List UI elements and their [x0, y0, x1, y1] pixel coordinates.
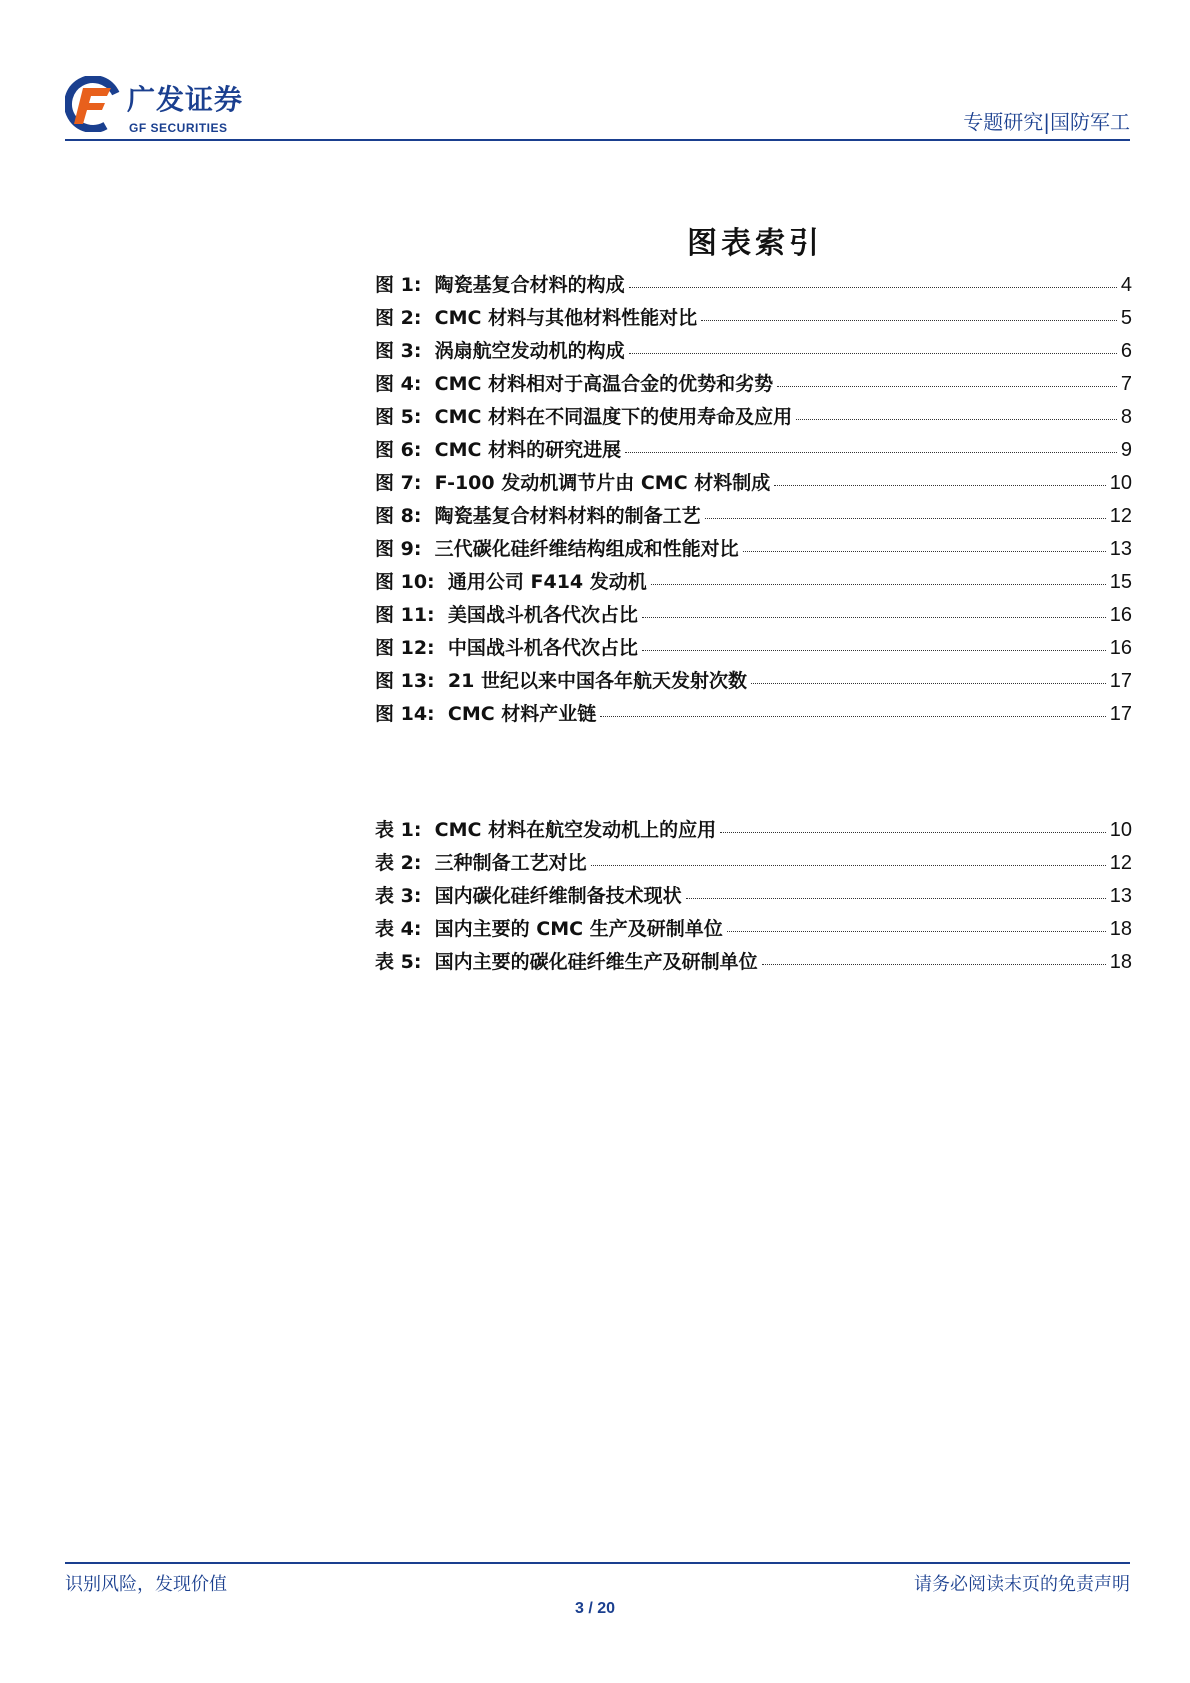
table-entry-page: 10: [1109, 819, 1132, 841]
table-entry-number: 表 3:: [375, 885, 422, 907]
page-number: 3 / 20: [574, 1600, 616, 1617]
table-entry-number: 表 1:: [375, 819, 422, 841]
figure-index: [375, 270, 1132, 732]
figure-entry-label: [375, 336, 625, 363]
figure-entry-title: CMC 材料在不同温度下的使用寿命及应用: [434, 406, 793, 428]
dot-leader: [686, 897, 1106, 899]
figure-entry-page: 5: [1120, 307, 1132, 329]
table-entry-label: [375, 815, 716, 842]
table-entry-number: 表 4:: [375, 918, 422, 940]
dot-leader: [651, 583, 1106, 585]
figure-entry-label: [375, 534, 739, 561]
figure-entry-title: CMC 材料产业链: [447, 703, 597, 725]
figure-entry-title: CMC 材料与其他材料性能对比: [434, 307, 698, 329]
figure-entry[interactable]: [375, 633, 1132, 666]
dot-leader: [774, 484, 1105, 486]
figure-entry[interactable]: [375, 600, 1132, 633]
dot-leader: [727, 930, 1106, 932]
page-header: [65, 70, 1130, 140]
page-title: 图表索引: [687, 226, 823, 261]
figure-entry-label: [375, 600, 638, 627]
figure-entry-page: 17: [1109, 670, 1132, 692]
figure-entry-label: [375, 501, 701, 528]
table-index: [375, 815, 1132, 980]
figure-entry[interactable]: [375, 270, 1132, 303]
figure-entry-title: 陶瓷基复合材料的构成: [434, 274, 625, 296]
table-entry-label: [375, 881, 682, 908]
table-entry[interactable]: [375, 815, 1132, 848]
figure-entry-number: 图 7:: [375, 472, 422, 494]
dot-leader: [591, 864, 1106, 866]
table-entry-title: CMC 材料在航空发动机上的应用: [434, 819, 717, 841]
footer-divider: [65, 1562, 1130, 1564]
table-entry-page: 18: [1109, 951, 1132, 973]
figure-entry-number: 图 3:: [375, 340, 422, 362]
table-entry-page: 12: [1109, 852, 1132, 874]
figure-entry[interactable]: [375, 336, 1132, 369]
figure-entry-number: 图 1:: [375, 274, 422, 296]
figure-entry-title: 21 世纪以来中国各年航天发射次数: [447, 670, 747, 692]
table-entry[interactable]: [375, 914, 1132, 947]
figure-entry-page: 15: [1109, 571, 1132, 593]
header-divider: [65, 139, 1130, 141]
figure-entry-page: 16: [1109, 637, 1132, 659]
table-entry-title: 国内主要的碳化硅纤维生产及研制单位: [434, 951, 758, 973]
figure-entry-number: 图 10:: [375, 571, 435, 593]
dot-leader: [642, 649, 1106, 651]
table-entry[interactable]: [375, 848, 1132, 881]
figure-entry-number: 图 4:: [375, 373, 422, 395]
table-entry[interactable]: [375, 881, 1132, 914]
logo-en-text: GF SECURITIES: [129, 121, 228, 135]
figure-entry-page: 10: [1109, 472, 1132, 494]
dot-leader: [777, 385, 1117, 387]
figure-entry-page: 8: [1120, 406, 1132, 428]
figure-entry-number: 图 13:: [375, 670, 435, 692]
company-logo: [65, 76, 265, 136]
footer-disclaimer: 请务必阅读末页的免责声明: [914, 1574, 1130, 1595]
figure-entry-number: 图 6:: [375, 439, 422, 461]
figure-entry-page: 16: [1109, 604, 1132, 626]
figure-entry-title: CMC 材料的研究进展: [434, 439, 622, 461]
figure-entry-title: 通用公司 F414 发动机: [447, 571, 647, 593]
table-entry[interactable]: [375, 947, 1132, 980]
figure-entry-title: 中国战斗机各代次占比: [447, 637, 638, 659]
figure-entry-page: 17: [1109, 703, 1132, 725]
figure-entry-label: [375, 270, 625, 297]
figure-entry-number: 图 2:: [375, 307, 422, 329]
figure-entry-title: 陶瓷基复合材料材料的制备工艺: [434, 505, 701, 527]
table-entry-label: [375, 947, 758, 974]
dot-leader: [762, 963, 1106, 965]
figure-entry-page: 6: [1120, 340, 1132, 362]
figure-entry[interactable]: [375, 567, 1132, 600]
figure-entry[interactable]: [375, 468, 1132, 501]
dot-leader: [751, 682, 1106, 684]
figure-entry-number: 图 5:: [375, 406, 422, 428]
table-entry-title: 三种制备工艺对比: [434, 852, 587, 874]
figure-entry[interactable]: [375, 666, 1132, 699]
gf-logo-icon: [65, 76, 121, 132]
figure-entry-label: [375, 402, 792, 429]
figure-entry-label: [375, 567, 647, 594]
figure-entry-label: [375, 468, 770, 495]
figure-entry-title: 三代碳化硅纤维结构组成和性能对比: [434, 538, 739, 560]
figure-entry-page: 4: [1120, 274, 1132, 296]
figure-entry-label: [375, 303, 697, 330]
dot-leader: [796, 418, 1117, 420]
figure-entry[interactable]: [375, 369, 1132, 402]
figure-entry-page: 9: [1120, 439, 1132, 461]
table-entry-page: 18: [1109, 918, 1132, 940]
figure-entry-page: 13: [1109, 538, 1132, 560]
footer-slogan: 识别风险，发现价值: [65, 1574, 227, 1595]
dot-leader: [720, 831, 1106, 833]
figure-entry-label: [375, 666, 747, 693]
figure-entry-title: 美国战斗机各代次占比: [447, 604, 638, 626]
figure-entry-title: 涡扇航空发动机的构成: [434, 340, 625, 362]
figure-entry-label: [375, 699, 596, 726]
dot-leader: [625, 451, 1117, 453]
figure-entry[interactable]: [375, 501, 1132, 534]
figure-entry[interactable]: [375, 534, 1132, 567]
figure-entry-number: 图 9:: [375, 538, 422, 560]
dot-leader: [642, 616, 1106, 618]
table-entry-title: 国内碳化硅纤维制备技术现状: [434, 885, 682, 907]
figure-entry[interactable]: [375, 303, 1132, 336]
figure-entry-label: [375, 435, 621, 462]
figure-entry-page: 7: [1120, 373, 1132, 395]
table-entry-page: 13: [1109, 885, 1132, 907]
table-entry-number: 表 2:: [375, 852, 422, 874]
table-entry-label: [375, 848, 587, 875]
figure-entry[interactable]: [375, 402, 1132, 435]
logo-cn-text: 广发证券: [127, 83, 244, 116]
figure-entry[interactable]: [375, 435, 1132, 468]
figure-entry-number: 图 8:: [375, 505, 422, 527]
dot-leader: [629, 286, 1117, 288]
section-label: 专题研究|国防军工: [963, 110, 1130, 134]
dot-leader: [701, 319, 1117, 321]
figure-entry-number: 图 12:: [375, 637, 435, 659]
figure-entry-label: [375, 633, 638, 660]
dot-leader: [629, 352, 1117, 354]
dot-leader: [743, 550, 1106, 552]
figure-entry-title: CMC 材料相对于高温合金的优势和劣势: [434, 373, 774, 395]
figure-entry-title: F-100 发动机调节片由 CMC 材料制成: [434, 472, 771, 494]
figure-entry[interactable]: [375, 699, 1132, 732]
figure-entry-number: 图 11:: [375, 604, 435, 626]
figure-entry-page: 12: [1109, 505, 1132, 527]
figure-entry-number: 图 14:: [375, 703, 435, 725]
table-entry-number: 表 5:: [375, 951, 422, 973]
dot-leader: [705, 517, 1106, 519]
table-entry-title: 国内主要的 CMC 生产及研制单位: [434, 918, 723, 940]
figure-entry-label: [375, 369, 773, 396]
table-entry-label: [375, 914, 723, 941]
dot-leader: [600, 715, 1105, 717]
